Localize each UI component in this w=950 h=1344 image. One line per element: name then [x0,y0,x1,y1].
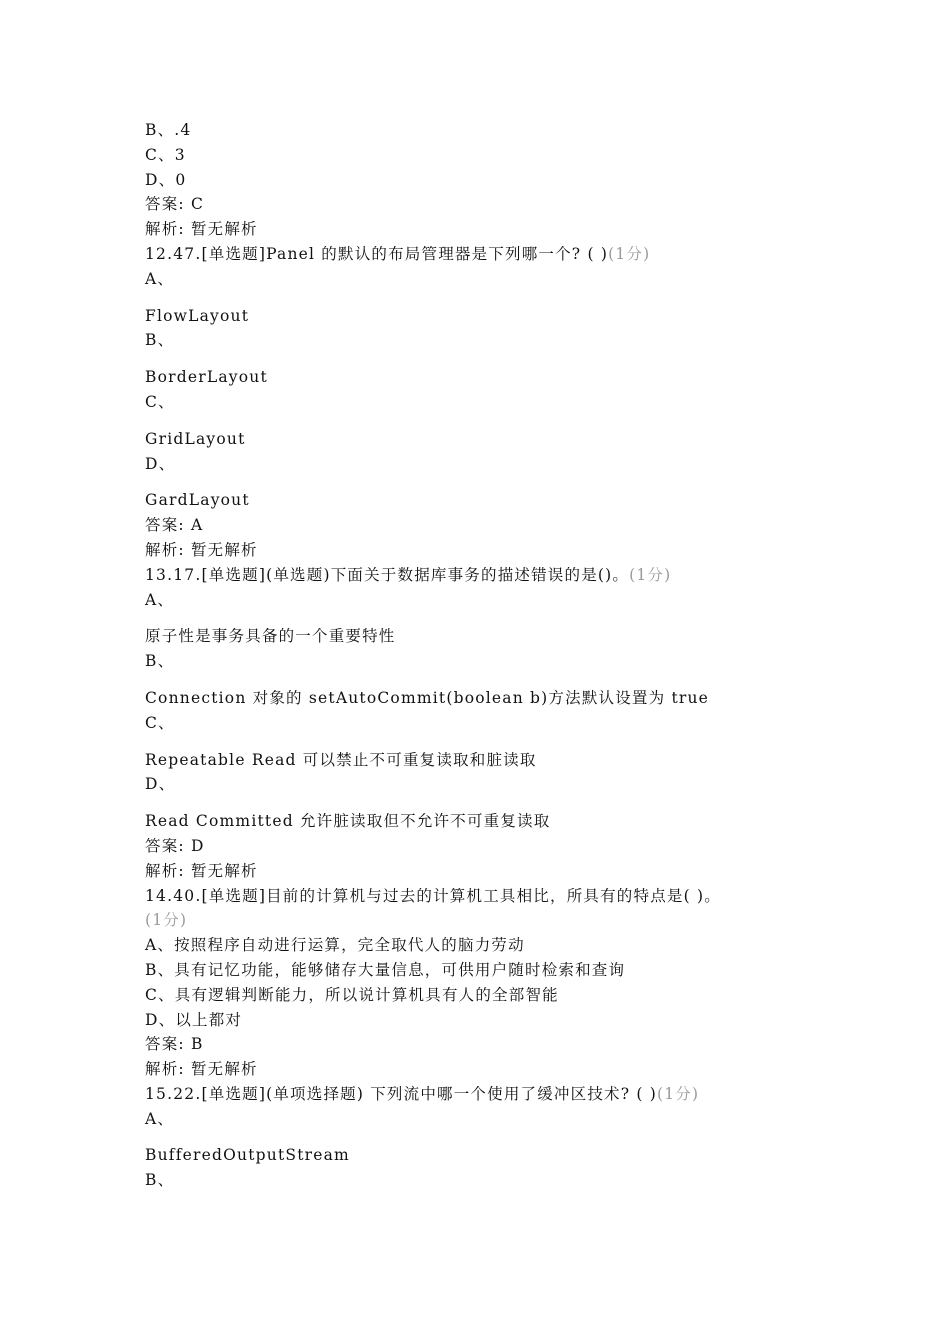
option-c: C、3 [145,145,186,164]
option-b: B、具有记忆功能，能够储存大量信息，可供用户随时检索和查询 [145,960,626,979]
question-score: (1分) [145,911,188,930]
option-c-label: C、 [145,392,175,411]
question-title: 14.40.[单选题]目前的计算机与过去的计算机工具相比，所具有的特点是( )。 [145,886,721,905]
question-title [145,563,845,588]
question-list [145,118,845,1193]
option-b-label: B、 [145,1171,175,1190]
question-title [145,1082,845,1107]
option-a-text: FlowLayout [145,306,250,325]
analysis-line: 解析: 暂无解析 [145,540,258,559]
question-text: 15.22.[单选题](单项选择题) 下列流中哪一个使用了缓冲区技术? ( ) [145,1084,657,1103]
option-c: C、具有逻辑判断能力，所以说计算机具有人的全部智能 [145,985,559,1004]
option-c-text: GridLayout [145,429,246,448]
question-score: (1分) [608,244,651,263]
option-d: D、0 [145,170,187,189]
option-d: D、以上都对 [145,1010,243,1029]
answer-line: 答案: B [145,1035,204,1054]
question-title [145,242,845,267]
answer-line: 答案: C [145,195,205,214]
option-a-text: 原子性是事务具备的一个重要特性 [145,627,396,646]
option-b-label: B、 [145,331,175,350]
option-c-text: Repeatable Read 可以禁止不可重复读取和脏读取 [145,750,537,769]
option-c-label: C、 [145,713,175,732]
option-a-text: BufferedOutputStream [145,1146,350,1165]
question-text: 13.17.[单选题](单选题)下面关于数据库事务的描述错误的是()。 [145,565,630,584]
option-a-label: A、 [145,269,175,288]
option-d-label: D、 [145,454,176,473]
option-b-text: Connection 对象的 setAutoCommit(boolean b)方法默认设置为 true [145,688,710,707]
option-b-label: B、 [145,652,175,671]
analysis-line: 解析: 暂无解析 [145,861,258,880]
option-b-text: BorderLayout [145,368,268,387]
answer-line: 答案: A [145,516,204,535]
option-b: B、.4 [145,121,192,139]
question-text: 12.47.[单选题]Panel 的默认的布局管理器是下列哪一个? ( ) [145,244,609,263]
option-a: A、按照程序自动进行运算，完全取代人的脑力劳动 [145,936,525,955]
option-a-label: A、 [145,590,175,609]
option-a-label: A、 [145,1109,175,1128]
question-score: (1分) [656,1084,700,1103]
option-d-text: GardLayout [145,491,250,510]
option-d-text: Read Committed 允许脏读取但不允许不可重复读取 [145,812,551,831]
option-d-label: D、 [145,775,176,794]
question-score: (1分) [629,565,672,584]
analysis-line: 解析: 暂无解析 [145,220,258,239]
answer-line: 答案: D [145,836,205,855]
analysis-line: 解析: 暂无解析 [145,1060,258,1079]
